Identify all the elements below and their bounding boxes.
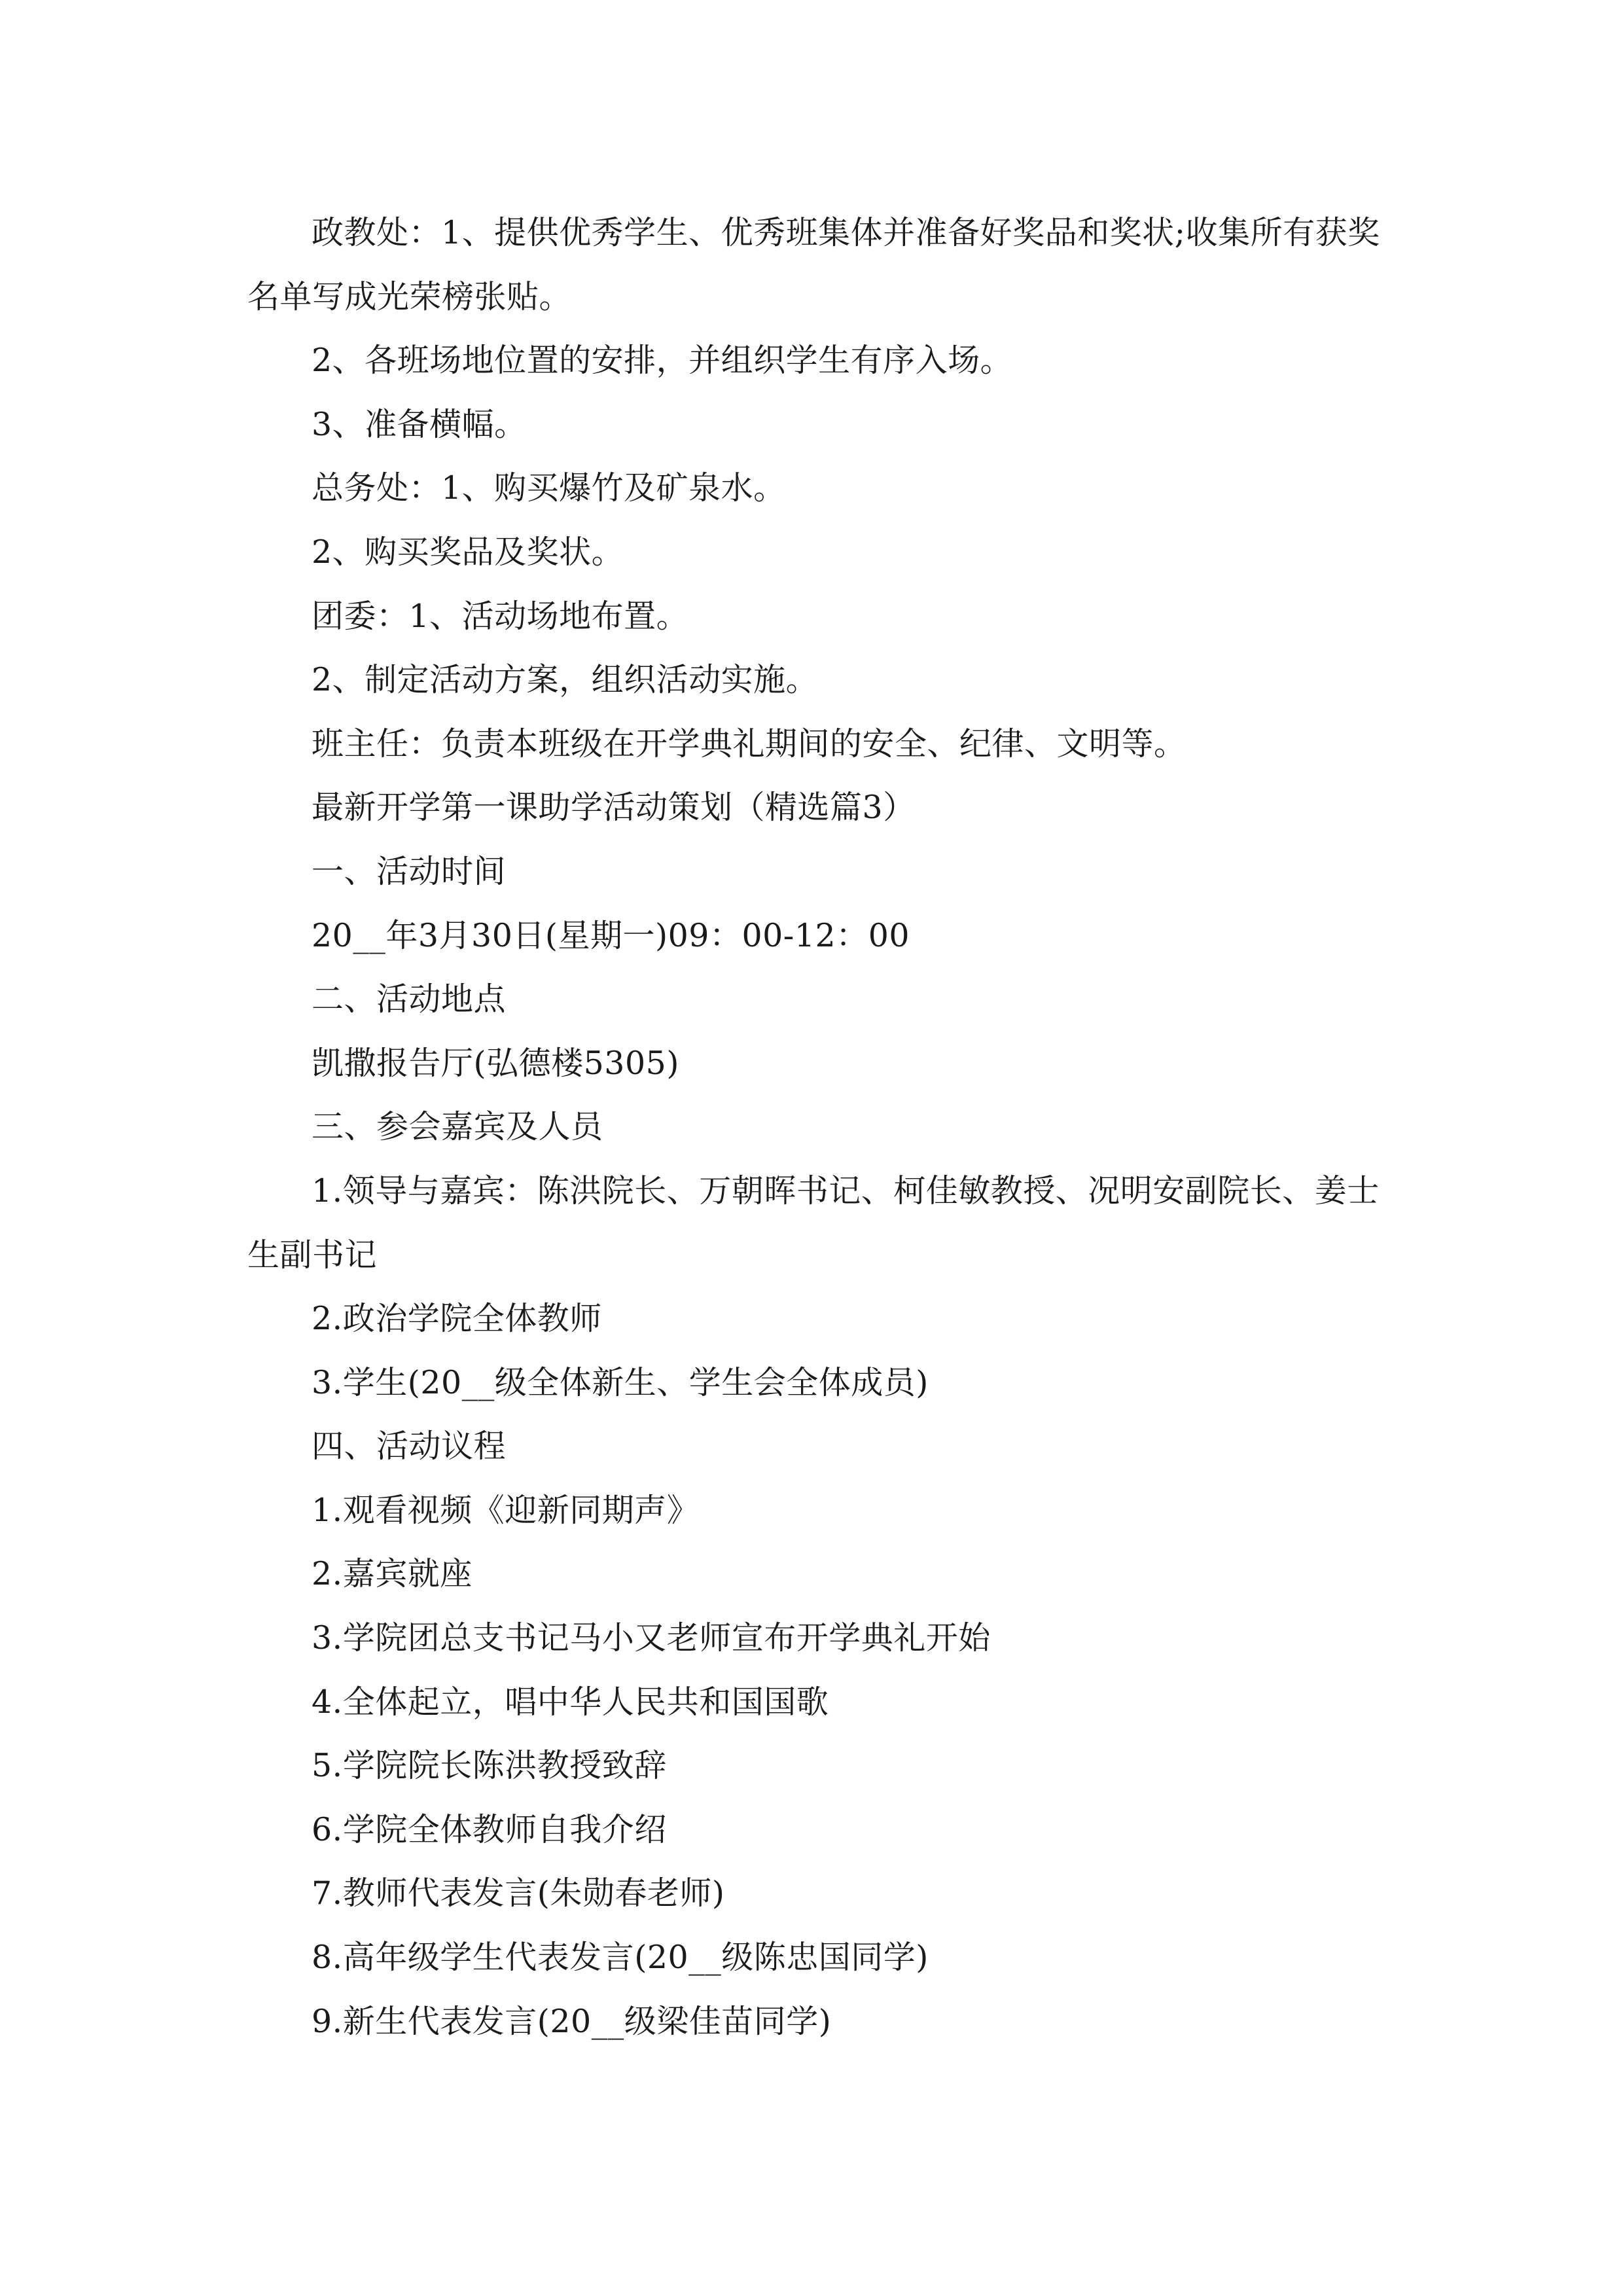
paragraph-duties-youth-league: 团委：1、活动场地布置。 xyxy=(312,597,689,635)
agenda-item: 1.观看视频《迎新同期声》 xyxy=(312,1491,700,1529)
agenda-item: 9.新生代表发言(20__级梁佳苗同学) xyxy=(312,2002,832,2040)
attendee-item: 3.学生(20__级全体新生、学生会全体成员) xyxy=(312,1363,929,1401)
heading-activity-location: 二、活动地点 xyxy=(312,980,507,1018)
agenda-item: 5.学院院长陈洪教授致辞 xyxy=(312,1747,667,1785)
heading-activity-time: 一、活动时间 xyxy=(312,852,507,890)
paragraph-activity-location: 凯撒报告厅(弘德楼5305) xyxy=(312,1044,679,1082)
paragraph-banner: 3、准备横幅。 xyxy=(312,405,527,443)
agenda-item: 7.教师代表发言(朱勋春老师) xyxy=(312,1874,725,1912)
agenda-item: 4.全体起立，唱中华人民共和国国歌 xyxy=(312,1683,829,1721)
attendee-item: 2.政治学院全体教师 xyxy=(312,1300,602,1338)
paragraph-duties-general-affairs: 总务处：1、购买爆竹及矿泉水。 xyxy=(312,469,786,507)
agenda-item: 6.学院全体教师自我介绍 xyxy=(312,1810,667,1848)
paragraph-duties-political-office: 政教处：1、提供优秀学生、优秀班集体并准备好奖品和奖状;收集所有获奖名单写成光荣榜张贴。 xyxy=(247,214,1380,315)
section-title: 最新开学第一课助学活动策划（精选篇3） xyxy=(312,789,916,827)
document-body xyxy=(247,201,1386,2053)
agenda-item: 2.嘉宾就座 xyxy=(312,1555,473,1593)
paragraph-activity-plan: 2、制定活动方案，组织活动实施。 xyxy=(312,661,819,699)
attendee-item: 1.领导与嘉宾：陈洪院长、万朝晖书记、柯佳敏教授、况明安副院长、姜士生副书记 xyxy=(247,1172,1380,1274)
paragraph-buy-prizes: 2、购买奖品及奖状。 xyxy=(312,533,624,571)
paragraph-activity-time: 20__年3月30日(星期一)09：00-12：00 xyxy=(312,916,910,954)
agenda-item: 3.学院团总支书记马小又老师宣布开学典礼开始 xyxy=(312,1619,991,1657)
agenda-item: 8.高年级学生代表发言(20__级陈忠国同学) xyxy=(312,1939,929,1977)
heading-attendees: 三、参会嘉宾及人员 xyxy=(312,1108,603,1146)
paragraph-class-seating: 2、各班场地位置的安排，并组织学生有序入场。 xyxy=(312,342,1013,380)
heading-agenda: 四、活动议程 xyxy=(312,1427,507,1465)
paragraph-duties-head-teacher: 班主任：负责本班级在开学典礼期间的安全、纪律、文明等。 xyxy=(312,725,1186,762)
